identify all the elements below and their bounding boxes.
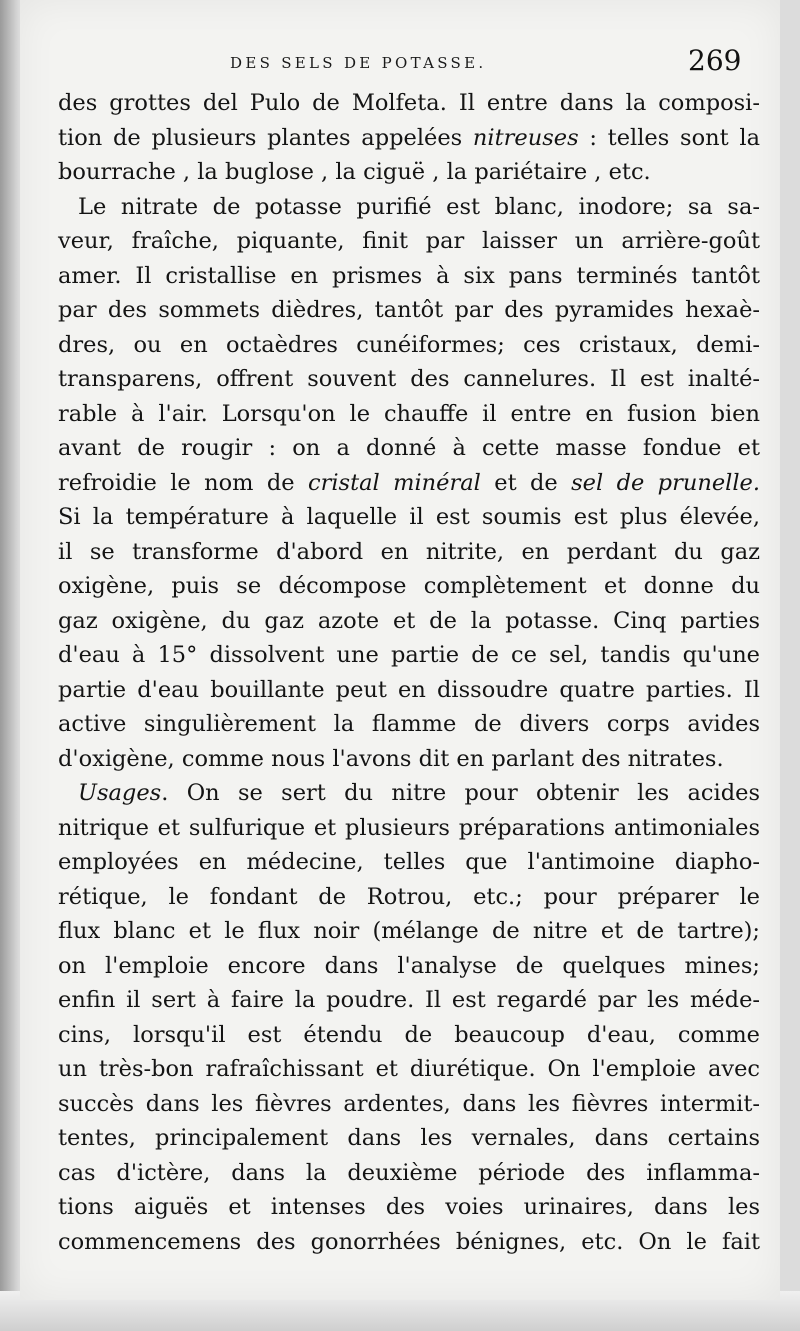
text-segment: amer. Il cristallise en prismes à six pans terminés tantôt [58,262,760,289]
text-line [58,673,760,708]
text-segment: tentes, principalement dans les vernales, dans certains [58,1125,760,1151]
text-segment: bourrache , la buglose , la ciguë , la pariétaire , etc. [58,159,651,185]
text-segment: enfin il sert à faire la poudre. Il est regardé par les méde- [58,987,760,1013]
text-segment: . On se sert du nitre pour obtenir les acides [161,780,760,806]
text-line [58,604,760,639]
text-line [58,845,760,880]
text-segment: un très-bon rafraîchissant et diurétique. On l'emploie avec [58,1056,760,1082]
text-segment: flux blanc et le flux noir (mélange de nitre et de tartre); [58,918,760,944]
text-line [58,1190,760,1225]
running-title: DES SELS DE POTASSE. [230,54,487,72]
text-line [58,328,760,363]
text-line [58,638,760,673]
book-page [20,0,780,1300]
text-segment: cas d'ictère, dans la deuxième période des inflamma- [58,1159,760,1186]
text-segment: rétique, le fondant de Rotrou, etc.; pour préparer le [58,883,760,910]
text-line [58,914,760,949]
text-line [58,569,760,604]
text-line [58,707,760,742]
text-line [58,1052,760,1087]
italic-text: Usages [78,780,162,806]
text-segment: active singulièrement la flamme de divers corps avides [58,711,760,737]
text-line [58,259,760,294]
text-line [58,1121,760,1156]
text-segment: gaz oxigène, du gaz azote et de la potasse. Cinq parties [58,607,760,634]
text-line [58,500,760,535]
text-segment: des grottes del Pulo de Molfeta. Il entre dans la composi- [58,90,760,116]
text-segment: on l'emploie encore dans l'analyse de quelques mines; [58,952,760,979]
text-line [58,397,760,432]
text-line [58,776,760,811]
text-line [58,983,760,1018]
text-line [58,1018,760,1053]
text-segment: tion de plusieurs plantes appelées [58,124,473,151]
text-segment: oxigène, puis se décompose complètement et donne du [58,573,760,599]
text-segment: d'oxigène, comme nous l'avons dit en parlant des nitrates. [58,745,724,772]
text-segment: employées en médecine, telles que l'antimoine diapho- [58,849,760,875]
text-segment: cins, lorsqu'il est étendu de beaucoup d'eau, comme [58,1021,760,1048]
page-header [20,44,780,82]
text-line [58,190,760,225]
italic-text: nitreuses [472,124,579,151]
text-line [58,949,760,984]
text-segment: Si la température à laquelle il est soumis est plus élevée, [58,504,760,530]
text-segment: d'eau à 15° dissolvent une partie de ce sel, tandis qu'une [58,642,760,668]
text-line [58,1225,760,1260]
text-segment: refroidie le nom de [58,469,308,496]
text-segment: veur, fraîche, piquante, finit par laisser un arrière-goût [58,228,760,254]
text-line [58,742,760,777]
text-segment: commencemens des gonorrhées bénignes, etc. On le fait [58,1228,760,1255]
text-segment: rable à l'air. Lorsqu'on le chauffe il entre en fusion bien [58,400,760,427]
text-line [58,1156,760,1191]
text-segment: dres, ou en octaèdres cunéiformes; ces cristaux, demi- [58,331,760,358]
text-segment: il se transforme d'abord en nitrite, en perdant du gaz [58,538,760,565]
text-line [58,86,760,121]
text-line [58,466,760,501]
text-segment: : telles sont la [578,124,760,151]
text-line [58,121,760,156]
text-segment: tions aiguës et intenses des voies urinaires, dans les [58,1194,760,1220]
text-segment: par des sommets dièdres, tantôt par des pyramides hexaè- [58,297,760,323]
text-segment: transparens, offrent souvent des cannelures. Il est inalté- [58,366,760,392]
text-segment: Le nitrate de potasse purifié est blanc, inodore; sa sa- [78,193,760,220]
text-segment: partie d'eau bouillante peut en dissoudre quatre parties. Il [58,676,760,703]
text-line [58,224,760,259]
text-segment: et de [480,469,572,496]
text-line [58,811,760,846]
body-text [58,86,760,1259]
text-line [58,431,760,466]
text-segment: succès dans les fièvres ardentes, dans les fièvres intermit- [58,1090,760,1117]
text-line [58,1087,760,1122]
page-number: 269 [688,44,742,77]
italic-text: cristal minéral [308,469,481,496]
text-line [58,880,760,915]
text-line [58,535,760,570]
italic-text: sel de prunelle. [571,469,761,496]
text-segment: avant de rougir : on a donné à cette masse fondue et [58,435,760,461]
text-line [58,155,760,190]
text-line [58,362,760,397]
text-segment: nitrique et sulfurique et plusieurs préparations antimoniales [58,814,760,841]
text-line [58,293,760,328]
